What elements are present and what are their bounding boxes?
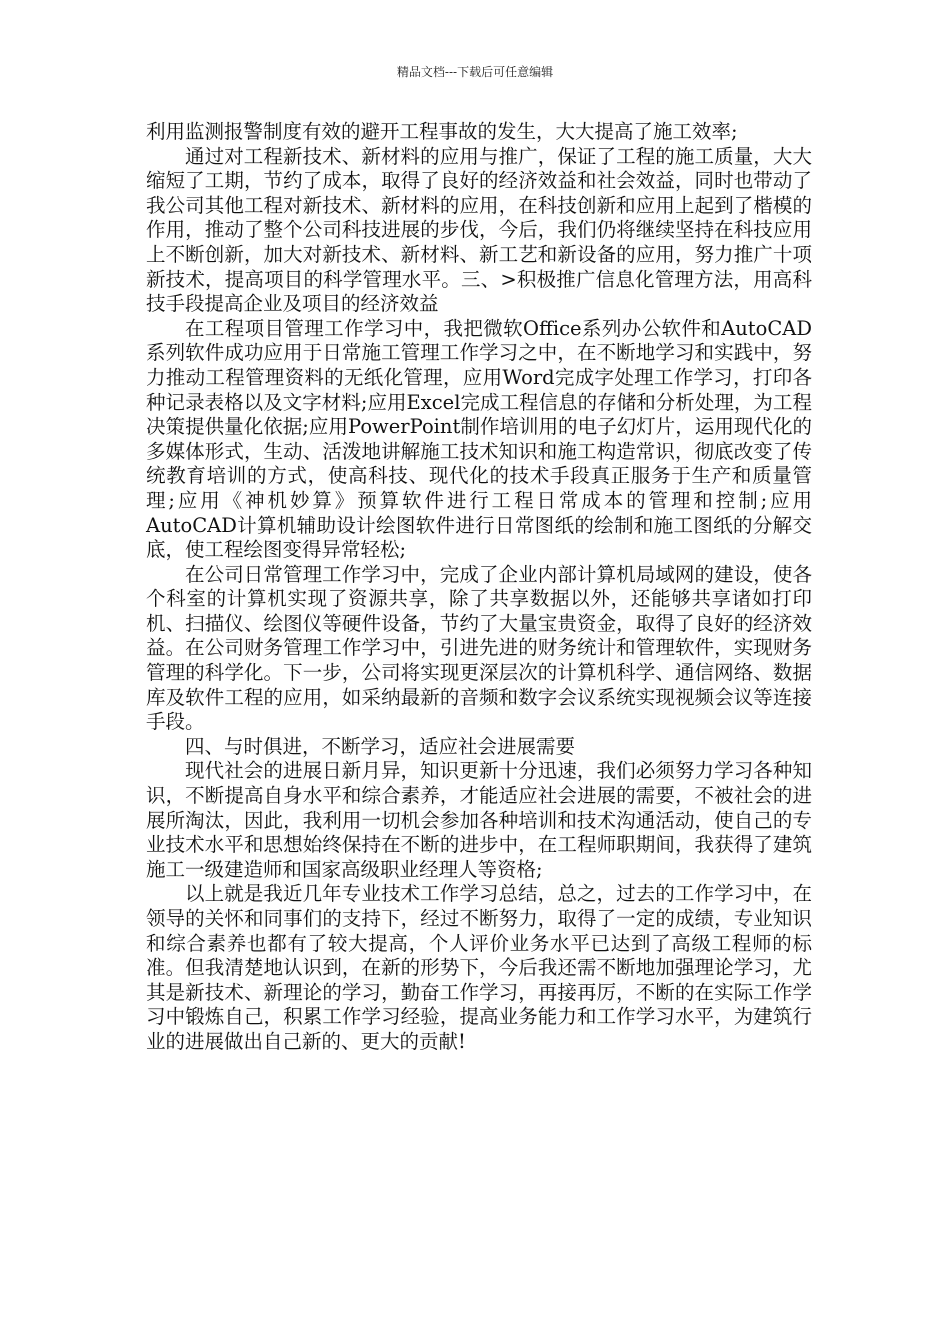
page-header-note: 精品文档---下载后可任意编辑 xyxy=(396,65,554,79)
document-body xyxy=(146,120,812,1055)
section-heading: 四、与时俱进，不断学习，适应社会进展需要 xyxy=(185,734,576,758)
paragraph: 现代社会的进展日新月异，知识更新十分迅速，我们必须努力学习各种知识，不断提高自身水平和综合素养，才能适应社会进展的需要，不被社会的进展所淘汰，因此，我利用一切机会参加各种培训和技术沟通活动，使自己的专业技术水平和思想始终保持在不断的进步中，在工程师职期间，我获得了建筑施工一级建造师和国家高级职业经理人等资格; xyxy=(146,759,812,881)
paragraph: 在公司日常管理工作学习中，完成了企业内部计算机局域网的建设，使各个科室的计算机实现了资源共享，除了共享数据以外，还能够共享诸如打印机、扫描仪、绘图仪等硬件设备，节约了大量宝贵资金，取得了良好的经济效益。在公司财务管理工作学习中，引进先进的财务统计和管理软件，实现财务管理的科学化。下一步，公司将实现更深层次的计算机科学、通信网络、数据库及软件工程的应用，如采纳最新的音频和数字会议系统实现视频会议等连接手段。 xyxy=(146,562,812,734)
paragraph: 以上就是我近几年专业技术工作学习总结，总之，过去的工作学习中，在领导的关怀和同事们的支持下，经过不断努力，取得了一定的成绩，专业知识和综合素养也都有了较大提高，个人评价业务水平已达到了高级工程师的标准。但我清楚地认识到，在新的形势下，今后我还需不断地加强理论学习，尤其是新技术、新理论的学习，勤奋工作学习，再接再厉，不断的在实际工作学习中锻炼自己，积累工作学习经验，提高业务能力和工作学习水平，为建筑行业的进展做出自己新的、更大的贡献! xyxy=(146,882,812,1053)
paragraph: 通过对工程新技术、新材料的应用与推广，保证了工程的施工质量，大大缩短了工期，节约了成本，取得了良好的经济效益和社会效益，同时也带动了我公司其他工程对新技术、新材料的应用，在科技创新和应用上起到了楷模的作用，推动了整个公司科技进展的步伐，今后，我们仍将继续坚持在科技应用上不断创新，加大对新技术、新材料、新工艺和新设备的应用，努力推广十项新技术，提高项目的科学管理水平。三、>积极推广信息化管理方法，用高科技手段提高企业及项目的经济效益 xyxy=(146,144,812,316)
paragraph: 利用监测报警制度有效的避开工程事故的发生，大大提高了施工效率; xyxy=(146,120,738,143)
paragraph: 在工程项目管理工作学习中，我把微软Office系列办公软件和AutoCAD系列软件成功应用于日常施工管理工作学习之中，在不断地学习和实践中，努力推动工程管理资料的无纸化管理，应用Word完成字处理工作学习，打印各种记录表格以及文字材料;应用Excel完成工程信息的存储和分析处理，为工程决策提供量化依据;应用PowerPoint制作培训用的电子幻灯片，运用现代化的多媒体形式，生动、活泼地讲解施工技术知识和施工构造常识，彻底改变了传统教育培训的方式，使高科技、现代化的技术手段真正服务于生产和质量管理;应用《神机妙算》预算软件进行工程日常成本的管理和控制;应用AutoCAD计算机辅助设计绘图软件进行日常图纸的绘制和施工图纸的分解交底，使工程绘图变得异常轻松; xyxy=(146,316,812,562)
